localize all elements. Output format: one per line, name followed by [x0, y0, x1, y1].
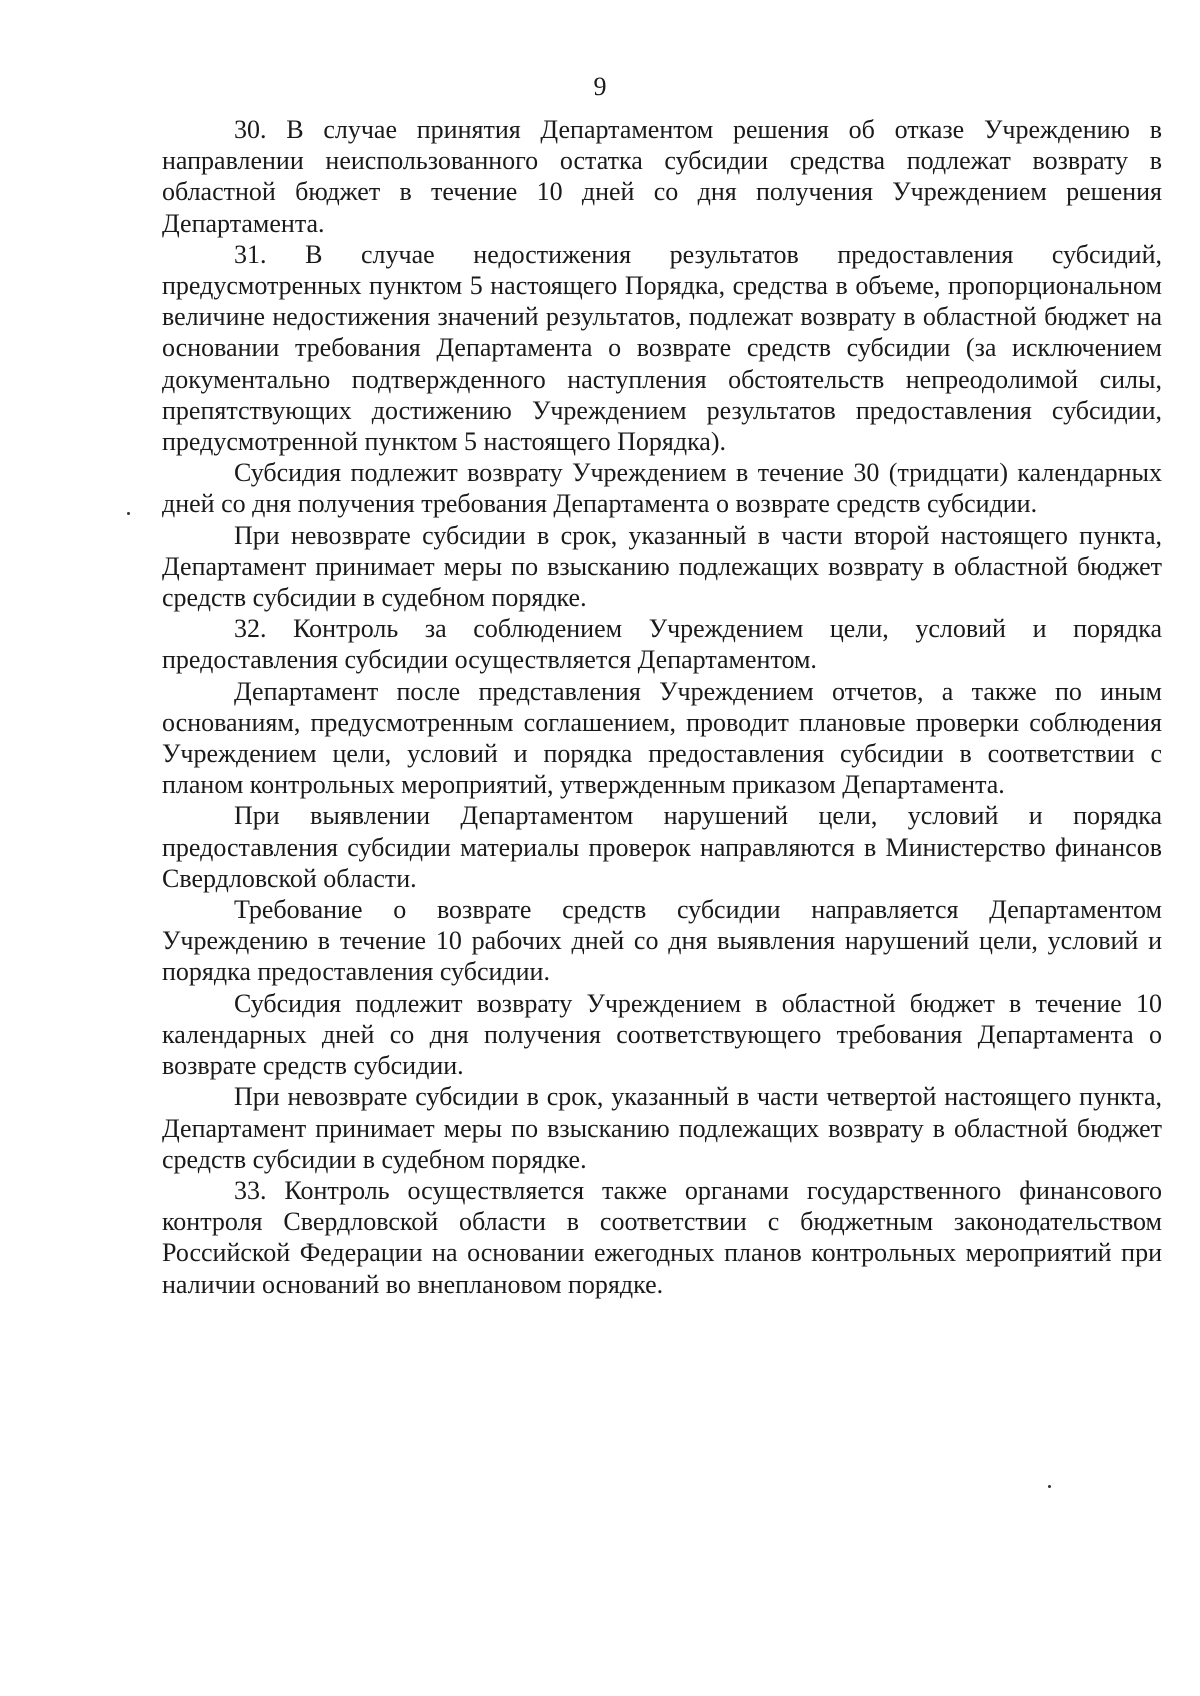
document-body — [162, 114, 1162, 1300]
paragraph-31-part-2: Субсидия подлежит возврату Учреждением в течение 30 (тридцати) календарных дней со дня получения требования Департамента о возврате средств субсидии. — [162, 458, 1162, 519]
paragraph-31: 31. В случае недостижения результатов предоставления субсидий, предусмотренных пунктом 5 настоящего Порядка, средства в объеме, пропорциональном величине недостижения значений результатов, подлежат возврату в областной бюджет на основании требования Департамента о возврате средств субсидии (за исключением документально подтвержденного наступления обстоятельств непреодолимой силы, препятствующих достижению Учреждением результатов предоставления субсидии, предусмотренной пунктом 5 настоящего Порядка). — [162, 239, 1162, 457]
paragraph-30: 30. В случае принятия Департаментом решения об отказе Учреждению в направлении неиспользованного остатка субсидии средства подлежат возврату в областной бюджет в течение 10 дней со дня получения Учреждением решения Департамента. — [162, 115, 1162, 238]
paragraph-32-part-6: При невозврате субсидии в срок, указанный в части четвертой настоящего пункта, Департамент принимает меры по взысканию подлежащих возврату в областной бюджет средств субсидии в судебном порядке. — [162, 1082, 1162, 1174]
paragraph-32-part-5: Субсидия подлежит возврату Учреждением в областной бюджет в течение 10 календарных дней со дня получения соответствующего требования Департамента о возврате средств субсидии. — [162, 988, 1162, 1081]
paragraph-31-part-3: При невозврате субсидии в срок, указанный в части второй настоящего пункта, Департамент принимает меры по взысканию подлежащих возврату в областной бюджет средств субсидии в судебном порядке. — [162, 520, 1162, 613]
scan-speck — [127, 512, 130, 515]
page-number: 9 — [593, 72, 607, 101]
paragraph-32-part-3: При выявлении Департаментом нарушений цели, условий и порядка предоставления субсидии материалы проверок направляются в Министерство финансов Свердловской области. — [162, 801, 1162, 893]
paragraph-32-part-2: Департамент после представления Учреждением отчетов, а также по иным основаниям, предусмотренным соглашением, проводит плановые проверки соблюдения Учреждением цели, условий и порядка предоставления субсидии в соответствии с планом контрольных мероприятий, утвержденным приказом Департамента. — [162, 676, 1162, 800]
scan-speck — [1048, 1485, 1051, 1488]
paragraph-32: 32. Контроль за соблюдением Учреждением цели, условий и порядка предоставления субсидии осуществляется Департаментом. — [162, 614, 1162, 675]
paragraph-32-part-4: Требование о возврате средств субсидии направляется Департаментом Учреждению в течение 10 рабочих дней со дня выявления нарушений цели, условий и порядка предоставления субсидии. — [162, 895, 1162, 987]
paragraph-33: 33. Контроль осуществляется также органами государственного финансового контроля Свердловской области в соответствии с бюджетным законодательством Российской Федерации на основании ежегодных планов контрольных мероприятий при наличии оснований во внеплановом порядке. — [162, 1175, 1162, 1299]
